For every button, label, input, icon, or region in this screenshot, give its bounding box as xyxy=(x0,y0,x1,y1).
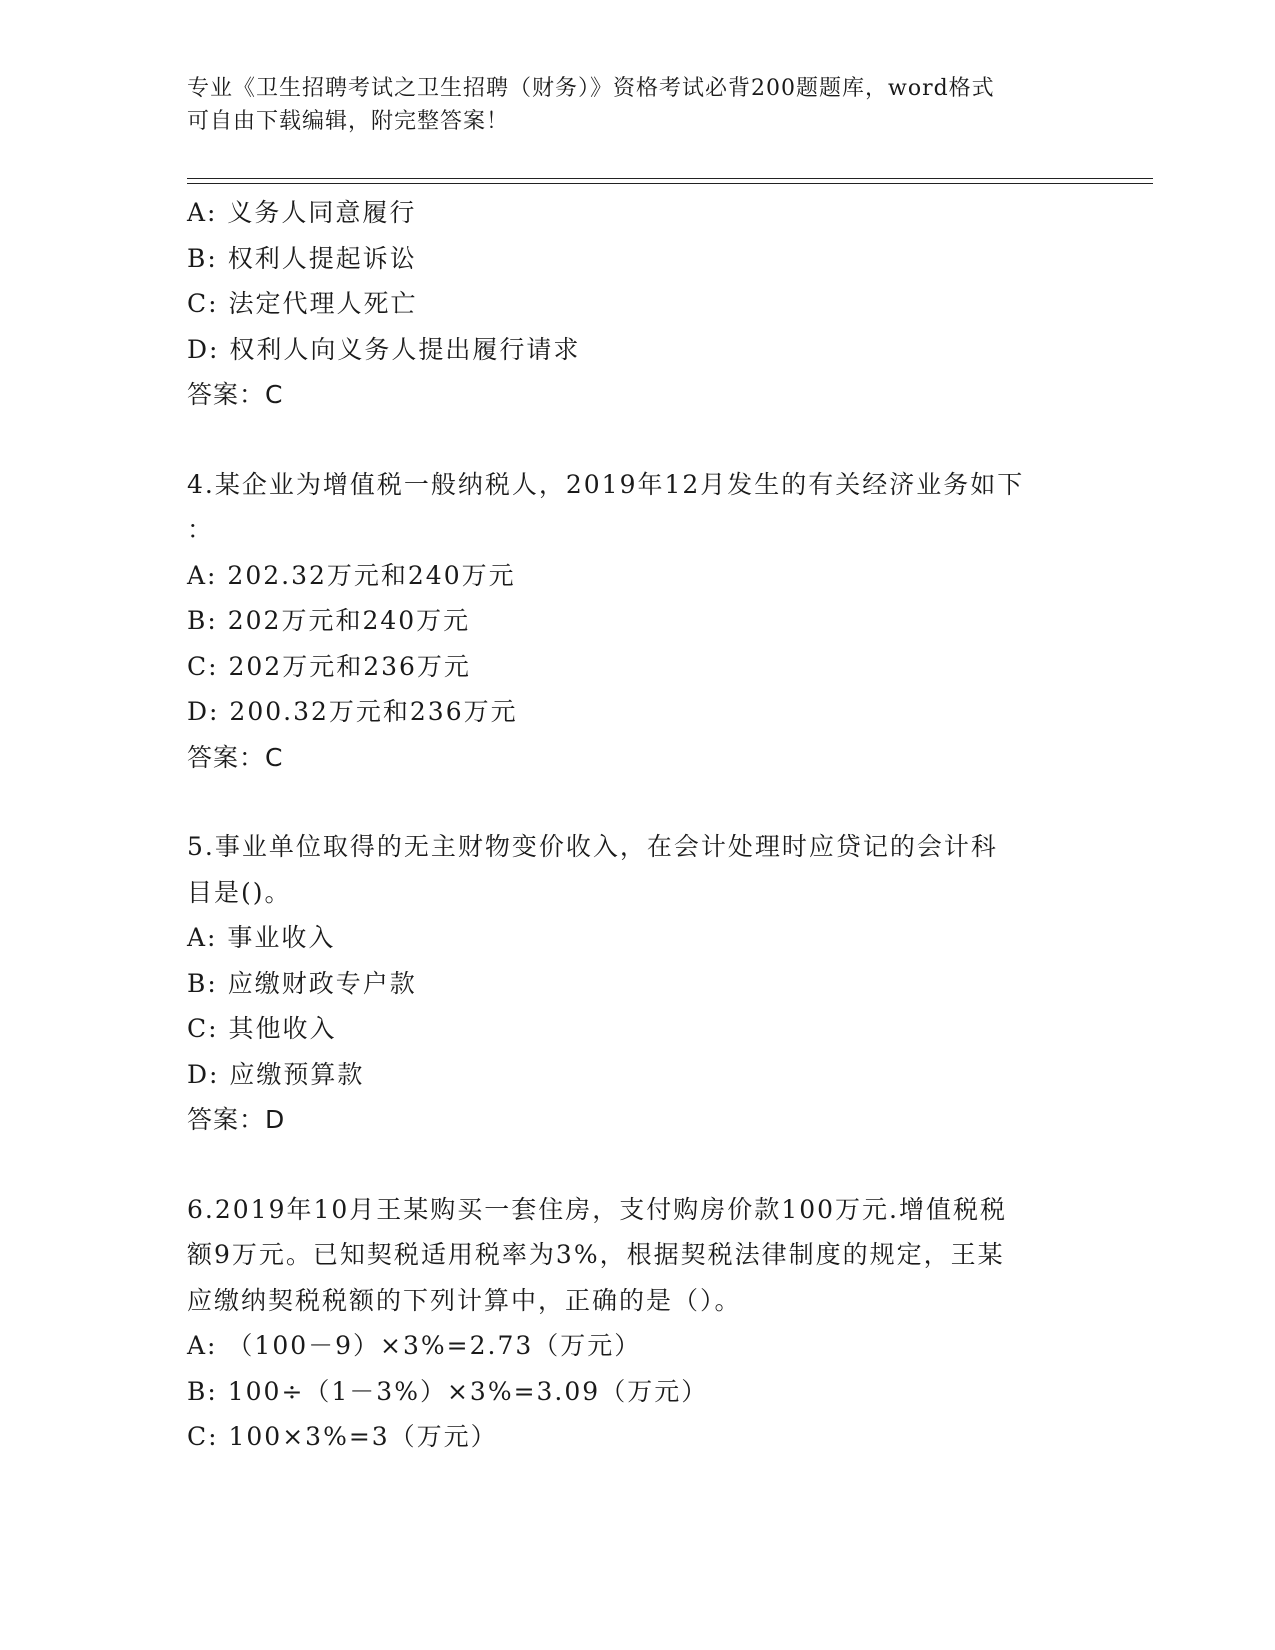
option-b: B: 应缴财政专户款 xyxy=(187,968,417,998)
question-stem: 应缴纳契税税额的下列计算中，正确的是（）。 xyxy=(187,1285,742,1315)
option-a: A: 202.32万元和240万元 xyxy=(187,560,516,590)
option-c: C: 法定代理人死亡 xyxy=(187,289,418,318)
option-c: C: 其他收入 xyxy=(187,1014,337,1043)
question-6 xyxy=(187,1187,1087,1460)
question-stem: 额9万元。已知契税适用税率为3%，根据契税法律制度的规定，王某 xyxy=(187,1240,1005,1269)
answer: 答案：C xyxy=(187,380,284,409)
answer: 答案：C xyxy=(187,742,284,772)
question-stem: 目是()。 xyxy=(187,877,292,907)
document-header xyxy=(187,72,1067,138)
option-a: A: （100－9）×3%=2.73（万元） xyxy=(187,1331,642,1360)
question-3 xyxy=(187,190,1087,418)
question-4 xyxy=(187,462,1087,781)
option-d: D: 权利人向义务人提出履行请求 xyxy=(187,334,581,364)
question-stem: 5.事业单位取得的无主财物变价收入，在会计处理时应贷记的会计科 xyxy=(187,832,998,861)
option-d: D: 应缴预算款 xyxy=(187,1059,365,1089)
option-c: C: 100×3%=3（万元） xyxy=(187,1422,498,1451)
option-b: B: 100÷（1－3%）×3%=3.09（万元） xyxy=(187,1376,709,1406)
header-rule-top xyxy=(187,178,1153,179)
option-a: A: 事业收入 xyxy=(187,923,336,952)
header-line-1: 专业《卫生招聘考试之卫生招聘（财务）》资格考试必背200题题库，word格式 xyxy=(187,76,995,101)
question-stem: 4.某企业为增值税一般纳税人，2019年12月发生的有关经济业务如下 xyxy=(187,469,1025,499)
option-a: A: 义务人同意履行 xyxy=(187,198,417,227)
question-stem: ： xyxy=(187,515,215,544)
question-5 xyxy=(187,824,1087,1143)
option-b: B: 202万元和240万元 xyxy=(187,606,471,635)
header-rule-bottom xyxy=(187,183,1153,184)
header-line-2: 可自由下载编辑，附完整答案！ xyxy=(187,109,510,134)
option-b: B: 权利人提起诉讼 xyxy=(187,243,417,273)
option-d: D: 200.32万元和236万元 xyxy=(187,697,518,726)
answer: 答案：D xyxy=(187,1105,286,1134)
question-stem: 6.2019年10月王某购买一套住房，支付购房价款100万元.增值税税 xyxy=(187,1194,1007,1224)
question-list xyxy=(187,190,1087,1460)
option-c: C: 202万元和236万元 xyxy=(187,651,471,681)
